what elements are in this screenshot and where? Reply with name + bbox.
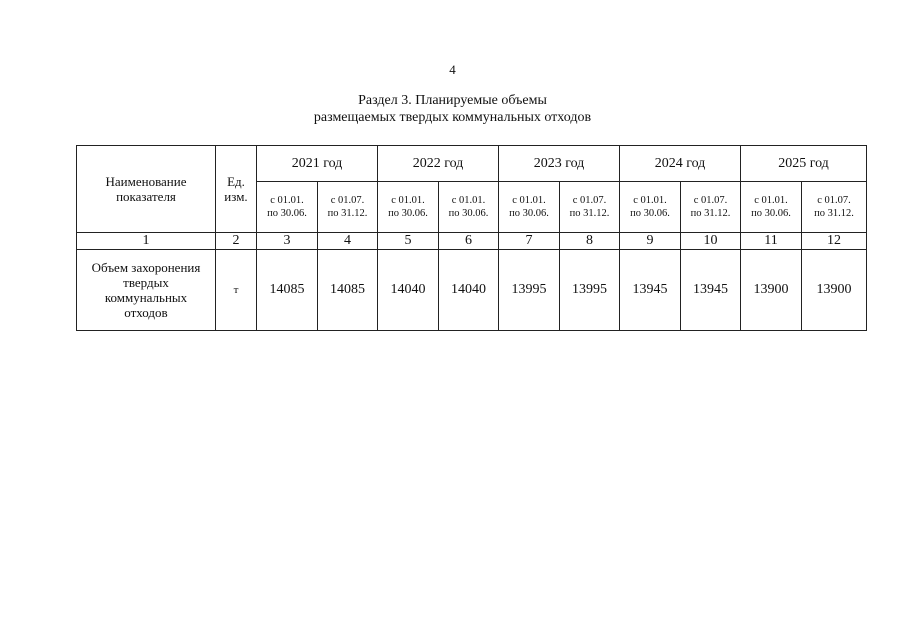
heading-line-2: размещаемых твердых коммунальных отходов bbox=[313, 110, 592, 125]
header-period: с 01.07. по 31.12. bbox=[681, 182, 741, 233]
waste-volume-table bbox=[76, 145, 867, 331]
header-period: с 01.01. по 30.06. bbox=[257, 182, 318, 233]
value-cell: 13995 bbox=[560, 250, 620, 331]
value-cell: 13900 bbox=[741, 250, 802, 331]
column-number: 2 bbox=[216, 233, 257, 250]
column-number: 12 bbox=[802, 233, 867, 250]
header-period: с 01.07. по 31.12. bbox=[802, 182, 867, 233]
header-period: с 01.01. по 30.06. bbox=[620, 182, 681, 233]
header-period: с 01.07. по 31.12. bbox=[318, 182, 378, 233]
value-cell: 14040 bbox=[378, 250, 439, 331]
column-number: 5 bbox=[378, 233, 439, 250]
column-number: 10 bbox=[681, 233, 741, 250]
header-year: 2022 год bbox=[378, 146, 499, 182]
header-period: с 01.01. по 30.06. bbox=[439, 182, 499, 233]
indicator-name: Объем захоронения твердых коммунальных отходов bbox=[77, 250, 216, 331]
header-period: с 01.01. по 30.06. bbox=[378, 182, 439, 233]
header-period: с 01.01. по 30.06. bbox=[499, 182, 560, 233]
value-cell: 14040 bbox=[439, 250, 499, 331]
column-number: 11 bbox=[741, 233, 802, 250]
value-cell: 14085 bbox=[257, 250, 318, 331]
column-number: 3 bbox=[257, 233, 318, 250]
header-unit: Ед. изм. bbox=[216, 146, 257, 233]
header-year: 2023 год bbox=[499, 146, 620, 182]
value-cell: 13995 bbox=[499, 250, 560, 331]
table-row bbox=[77, 250, 867, 331]
header-year: 2025 год bbox=[741, 146, 867, 182]
column-number: 6 bbox=[439, 233, 499, 250]
header-indicator: Наименование показателя bbox=[77, 146, 216, 233]
value-cell: 13945 bbox=[681, 250, 741, 331]
header-period: с 01.01. по 30.06. bbox=[741, 182, 802, 233]
page-number: 4 bbox=[449, 62, 456, 77]
column-number: 1 bbox=[77, 233, 216, 250]
header-year: 2021 год bbox=[257, 146, 378, 182]
column-number-row bbox=[77, 233, 867, 250]
value-cell: 13900 bbox=[802, 250, 867, 331]
column-number: 4 bbox=[318, 233, 378, 250]
value-cell: 14085 bbox=[318, 250, 378, 331]
section-heading bbox=[0, 92, 905, 126]
heading-line-1: Раздел 3. Планируемые объемы bbox=[358, 93, 547, 108]
value-cell: 13945 bbox=[620, 250, 681, 331]
header-year: 2024 год bbox=[620, 146, 741, 182]
column-number: 7 bbox=[499, 233, 560, 250]
header-period: с 01.07. по 31.12. bbox=[560, 182, 620, 233]
column-number: 8 bbox=[560, 233, 620, 250]
unit-cell: т bbox=[216, 250, 257, 331]
column-number: 9 bbox=[620, 233, 681, 250]
